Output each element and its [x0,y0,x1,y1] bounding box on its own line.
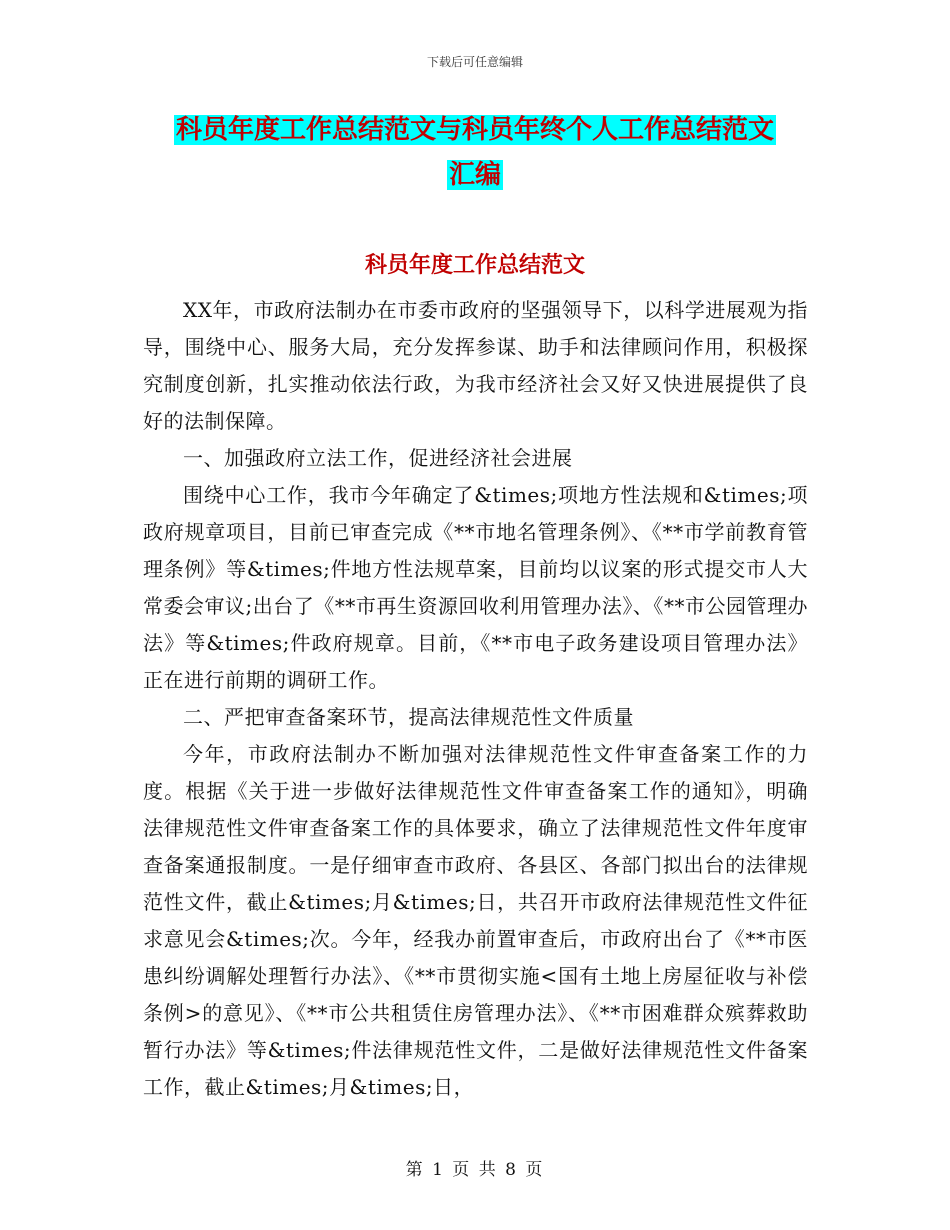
section-title: 科员年度工作总结范文 [364,252,585,278]
page-header-note: 下载后可任意编辑 [426,55,523,69]
document-body [143,292,808,1106]
paragraph-heading-1: 一、加强政府立法工作，促进经济社会进展 [183,446,573,470]
page-footer: 第 1 页 共 8 页 [405,1160,545,1180]
document-title-line-2 [0,157,950,193]
paragraph-review-filing: 今年，市政府法制办不断加强对法律规范性文件审查备案工作的力度。根据《关于进一步做好法律规范性文件审查备案工作的通知》，明确法律规范性文件审查备案工作的具体要求，确立了法律规范性文件年度审查备案通报制度。一是仔细审查市政府、各县区、各部门拟出台的法律规范性文件，截止&times;月&times;日，共召开市政府法律规范性文件征求意见会&times;次。今年，经我办前置审查后，市政府出台了《**市医患纠纷调解处理暂行办法》、《**市贯彻实施<国有土地上房屋征收与补偿条例>的意见》、《**市公共租赁住房管理办法》、《**市困难群众殡葬救助暂行办法》等&times;件法律规范性文件，二是做好法律规范性文件备案工作，截止&times;月&times;日， [143,742,808,1099]
document-title-line-1 [0,112,950,148]
paragraph-heading-2: 二、严把审查备案环节，提高法律规范性文件质量 [183,705,634,729]
paragraph-intro: XX年，市政府法制办在市委市政府的坚强领导下，以科学进展观为指导，围绕中心、服务大局，充分发挥参谋、助手和法律顾问作用，积极探究制度创新，扎实推动依法行政，为我市经济社会又好又快进展提供了良好的法制保障。 [143,298,808,433]
document-title-line-2-text: 汇编 [448,160,501,190]
paragraph-legislation: 围绕中心工作，我市今年确定了&times;项地方性法规和&times;项政府规章项目，目前已审查完成《**市地名管理条例》、《**市学前教育管理条例》等&times;件地方性法规草案，目前均以议案的形式提交市人大常委会审议;出台了《**市再生资源回收利用管理办法》、《**市公园管理办法》等&times;件政府规章。目前，《**市电子政务建设项目管理办法》正在进行前期的调研工作。 [143,483,808,692]
document-title-line-1-text: 科员年度工作总结范文与科员年终个人工作总结范文 [175,115,774,145]
